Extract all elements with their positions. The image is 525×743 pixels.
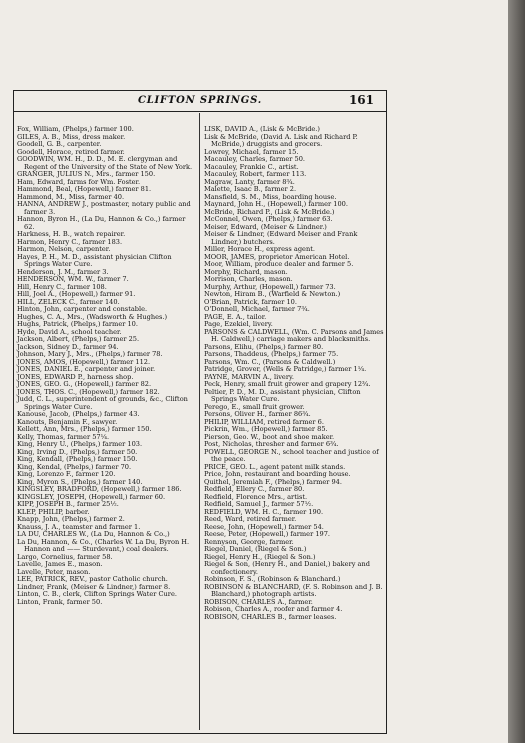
directory-entry: Mansfield, S. M., Miss, boarding house. bbox=[204, 192, 337, 201]
directory-entry: HENDERSON, WM. W., farmer 7. bbox=[17, 275, 129, 283]
directory-entry: KINGSLEY, JOSEPH, (Hopewell,) farmer 60. bbox=[17, 492, 166, 501]
directory-entry: Macauley, Robert, farmer 113. bbox=[204, 170, 307, 178]
directory-entry: King, Henry U., (Phelps,) farmer 103. bbox=[17, 440, 143, 448]
directory-entry: Harmon, Henry C., farmer 183. bbox=[17, 237, 123, 246]
directory-entry: Post, Nicholas, thresher and farmer 6¾. bbox=[204, 440, 339, 448]
directory-entry: Judd, C. L., superintendent of grounds, &c., Clifton Springs Water Cure. bbox=[17, 395, 188, 411]
directory-entry: Riegel, Daniel, (Riegel & Son.) bbox=[204, 545, 307, 553]
directory-entry: Hill, Henry C., farmer 108. bbox=[17, 282, 107, 291]
directory-entry: ROBINSON & BLANCHARD, (F. S. Robinson and J. B. Blanchard,) photograph artists. bbox=[204, 582, 383, 598]
page-header bbox=[14, 91, 386, 112]
directory-entry: Harkness, H. B., watch repairer. bbox=[17, 230, 126, 238]
directory-entry: JONES, DANIEL E., carpenter and joiner. bbox=[17, 365, 156, 373]
directory-entry: GOODWIN, WM. H., D. D., M. E. clergyman and Regent of the University of the State of New York. bbox=[17, 155, 193, 171]
directory-entry: Hughs, Patrick, (Phelps,) farmer 10. bbox=[17, 320, 138, 328]
directory-entry: REDFIELD, WM. H. C., farmer 190. bbox=[204, 507, 324, 516]
directory-entry: King, Irving D., (Phelps,) farmer 50. bbox=[17, 447, 138, 456]
directory-entry: O'Brian, Patrick, farmer 10. bbox=[204, 297, 297, 306]
directory-entry: Knapp, John, (Phelps,) farmer 2. bbox=[17, 515, 125, 523]
directory-entry: ROBISON, CHARLES B., farmer leases. bbox=[204, 612, 337, 621]
directory-entry: Fox, William, (Phelps,) farmer 100. bbox=[17, 125, 134, 133]
directory-entry: Reese, John, (Hopewell,) farmer 54. bbox=[204, 522, 324, 531]
directory-entry: Goodell, G. B., carpenter. bbox=[17, 140, 102, 148]
directory-entry: Pierson, Geo. W., boot and shoe maker. bbox=[204, 432, 335, 441]
directory-entry: Henderson, J. M., farmer 3. bbox=[17, 267, 109, 276]
page-frame bbox=[13, 90, 387, 734]
directory-entry: McBride, Richard P., (Lisk & McBride.) bbox=[204, 207, 335, 216]
directory-entry: Newton, Hiram B., (Warfield & Newton.) bbox=[204, 290, 341, 298]
directory-entry: PHILIP, WILLIAM, retired farmer 6. bbox=[204, 417, 324, 426]
directory-entry: Pickrin, Wm., (Hopewell,) farmer 85. bbox=[204, 425, 328, 433]
directory-entry: Ham, Edward, farms for Wm. Foster. bbox=[17, 177, 141, 186]
directory-entry: Kanouse, Jacob, (Phelps,) farmer 43. bbox=[17, 410, 140, 418]
directory-entry: Linton, C. B., clerk, Clifton Springs Water Cure. bbox=[17, 590, 177, 598]
directory-entry: Moor, William, produce dealer and farmer 5. bbox=[204, 260, 354, 268]
directory-entry: Redfield, Samuel J., farmer 57½. bbox=[204, 500, 314, 508]
directory-entry: Hammond, M., Miss, farmer 40. bbox=[17, 192, 125, 201]
directory-entry: Linton, Frank, farmer 50. bbox=[17, 597, 103, 606]
directory-entry: POWELL, GEORGE N., school teacher and justice of the peace. bbox=[204, 447, 379, 463]
directory-entry: PRICE, GEO. L., agent patent milk stands. bbox=[204, 462, 346, 471]
directory-entry: HANNA, ANDREW J., postmaster, notary public and farmer 3. bbox=[17, 200, 191, 216]
book-page-edge bbox=[508, 0, 525, 743]
directory-entry: KINGSLEY, BRADFORD, (Hopewell,) farmer 186. bbox=[17, 485, 182, 493]
directory-entry: King, Lorenzo F., farmer 120. bbox=[17, 470, 116, 478]
directory-entry: Meiser, Edward, (Meiser & Lindner.) bbox=[204, 222, 327, 231]
directory-entry: Hannon, Byron H., (La Du, Hannon & Co.,) farmer 62. bbox=[17, 215, 186, 231]
directory-entry: Riegel & Son, (Henry H., and Daniel,) bakery and confectionery. bbox=[204, 560, 370, 576]
directory-entry: Riegel, Henry H., (Riegel & Son.) bbox=[204, 552, 316, 561]
directory-entry: LEE, PATRICK, REV., pastor Catholic church. bbox=[17, 575, 168, 583]
directory-entry: Redfield, Florence Mrs., artist. bbox=[204, 492, 308, 501]
running-head: CLIFTON SPRINGS. bbox=[137, 95, 263, 106]
left-column bbox=[17, 126, 197, 606]
page-number: 161 bbox=[348, 93, 374, 107]
directory-entry: Meiser & Lindner, (Edward Meiser and Frank Lindner,) butchers. bbox=[204, 230, 358, 246]
directory-entry: JONES, THOS. C., (Hopewell,) farmer 182. bbox=[17, 387, 160, 396]
directory-entry: Goodell, Horace, retired farmer. bbox=[17, 147, 125, 156]
directory-entry: PAYNE, MARVIN A., livery. bbox=[204, 372, 294, 381]
directory-entry: Redfield, Ellery C., farmer 80. bbox=[204, 485, 305, 493]
directory-entry: O'Donnell, Michael, farmer 7¾. bbox=[204, 305, 310, 313]
directory-entry: Largo, Cornelius, farmer 58. bbox=[17, 552, 113, 561]
directory-entry: Hyde, David A., school teacher. bbox=[17, 327, 122, 336]
directory-entry: HILL, ZELECK C., farmer 140. bbox=[17, 297, 120, 306]
directory-entry: Lavelle, James E., mason. bbox=[17, 560, 103, 568]
column-divider bbox=[199, 113, 200, 730]
directory-entry: Morrison, Charles, mason. bbox=[204, 275, 293, 283]
directory-entry: Persons, Oliver H., farmer 86¾. bbox=[204, 410, 311, 418]
directory-entry: Peck, Henry, small fruit grower and grapery 12¾. bbox=[204, 380, 371, 388]
directory-entry: Hill, Joel A., (Hopewell,) farmer 91. bbox=[17, 290, 136, 298]
directory-entry: Parsons, Wm. C., (Parsons & Caldwell.) bbox=[204, 357, 336, 366]
directory-entry: GRANGER, JULIUS N., Mrs., farmer 150. bbox=[17, 170, 156, 178]
directory-entry: Johnson, Mary J., Mrs., (Phelps,) farmer 78. bbox=[17, 350, 163, 358]
directory-entry: Kelly, Thomas, farmer 57¼. bbox=[17, 432, 110, 441]
directory-entry: Reese, Peter, (Hopewell,) farmer 197. bbox=[204, 530, 331, 538]
directory-entry: KLEP, PHILIP, barber. bbox=[17, 507, 90, 516]
directory-entry: Lavelle, Peter, mason. bbox=[17, 567, 91, 576]
directory-entry: Peltier, P. D., M. D., assistant physician, Clifton Springs Water Cure. bbox=[204, 387, 361, 403]
directory-entry: LISK, DAVID A., (Lisk & McBride.) bbox=[204, 125, 320, 133]
directory-entry: King, Kendal, (Phelps,) farmer 70. bbox=[17, 462, 132, 471]
directory-entry: Page, Ezekiel, livery. bbox=[204, 320, 273, 328]
directory-entry: Magraw, Lanty, farmer 8¾. bbox=[204, 177, 295, 186]
directory-entry: Harmon, Nelson, carpenter. bbox=[17, 245, 111, 253]
directory-entry: Hinton, John, carpenter and constable. bbox=[17, 305, 148, 313]
directory-entry: Hayes, P. H., M. D., assistant physician Clifton Springs Water Cure. bbox=[17, 252, 172, 268]
directory-entry: Hammond, Beal, (Hopewell,) farmer 81. bbox=[17, 185, 152, 193]
directory-entry: Robison, Charles A., roofer and farmer 4. bbox=[204, 605, 343, 613]
right-column bbox=[204, 126, 384, 621]
directory-entry: Lowrey, Michael, farmer 15. bbox=[204, 147, 299, 156]
directory-entry: Miller, Horace H., express agent. bbox=[204, 245, 315, 253]
directory-entry: PAGE, E. A., tailor. bbox=[204, 312, 267, 321]
directory-entry: McConnel, Owen, (Phelps,) farmer 63. bbox=[204, 215, 333, 223]
directory-entry: Lisk & McBride, (David A. Lisk and Richard P. McBride,) druggists and grocers. bbox=[204, 132, 358, 148]
directory-entry: Parsons, Thaddeus, (Phelps,) farmer 75. bbox=[204, 350, 339, 358]
directory-entry: Price, John, restaurant and boarding house. bbox=[204, 470, 351, 478]
directory-entry: KIPP, JOSEPH B., farmer 25½. bbox=[17, 500, 119, 508]
directory-entry: Knauss, J. A., teamster and farmer 1. bbox=[17, 522, 141, 531]
directory-entry: Reed, Ward, retired farmer. bbox=[204, 515, 297, 523]
directory-entry: Patridge, Grover, (Wells & Patridge,) farmer 1¼. bbox=[204, 365, 367, 373]
directory-entry: ROBISON, CHARLES A., farmer. bbox=[204, 597, 313, 606]
directory-entry: GILES, A. B., Miss, dress maker. bbox=[17, 132, 126, 141]
directory-entry: JONES, GEO. G., (Hopewell,) farmer 82. bbox=[17, 380, 152, 388]
directory-entry: Robinson, F. S., (Robinson & Blanchard.) bbox=[204, 575, 341, 583]
directory-entry: Jackson, Albert, (Phelps,) farmer 25. bbox=[17, 335, 140, 343]
directory-entry: King, Kendall, (Phelps,) farmer 150. bbox=[17, 455, 138, 463]
directory-entry: Kellett, Ann, Mrs., (Phelps,) farmer 150. bbox=[17, 425, 152, 433]
directory-entry: Maynard, John H., (Hopewell,) farmer 100. bbox=[204, 200, 348, 208]
directory-entry: Morphy, Richard, mason. bbox=[204, 267, 288, 276]
directory-entry: La Du, Hannon, & Co., (Charles W. La Du, Byron H. Hannon and —— Sturdevant,) coal dealers. bbox=[17, 537, 190, 553]
directory-entry: Macauley, Frankie C., artist. bbox=[204, 162, 299, 171]
directory-entry: Hughes, C. A., Mrs., (Wadsworth & Hughes.) bbox=[17, 312, 168, 321]
directory-entry: Murphy, Arthur, (Hopewell,) farmer 73. bbox=[204, 282, 336, 291]
directory-entry: Quithel, Jeremiah F., (Phelps,) farmer 94. bbox=[204, 477, 342, 486]
directory-entry: LA DU, CHARLES W., (La Du, Hannon & Co.,) bbox=[17, 530, 170, 538]
directory-entry: Kanouts, Benjamin F., sawyer. bbox=[17, 417, 118, 426]
directory-entry: Rennyson, George, farmer. bbox=[204, 537, 294, 546]
directory-entry: PARSONS & CALDWELL, (Wm. C. Parsons and James H. Caldwell,) carriage makers and blacksmiths. bbox=[204, 327, 384, 343]
directory-entry: Malette, Isaac B., farmer 2. bbox=[204, 185, 297, 193]
directory-entry: JONES, AMOS, (Hopewell,) farmer 112. bbox=[17, 357, 151, 366]
directory-entry: Parsons, Elihu, (Phelps,) farmer 80. bbox=[204, 342, 324, 351]
directory-entry: JONES, EDWARD P., harness shop. bbox=[17, 372, 134, 381]
directory-entry: Lindner, Frank, (Meiser & Lindner,) farmer 8. bbox=[17, 582, 171, 591]
directory-entry: Perego, E., small fruit grower. bbox=[204, 402, 305, 411]
directory-entry: MOOR, JAMES, proprietor American Hotel. bbox=[204, 252, 350, 261]
directory-entry: King, Myron S., (Phelps,) farmer 140. bbox=[17, 477, 143, 486]
directory-entry: Macauley, Charles, farmer 50. bbox=[204, 155, 305, 163]
directory-entry: Jackson, Sidney D., farmer 94. bbox=[17, 342, 119, 351]
